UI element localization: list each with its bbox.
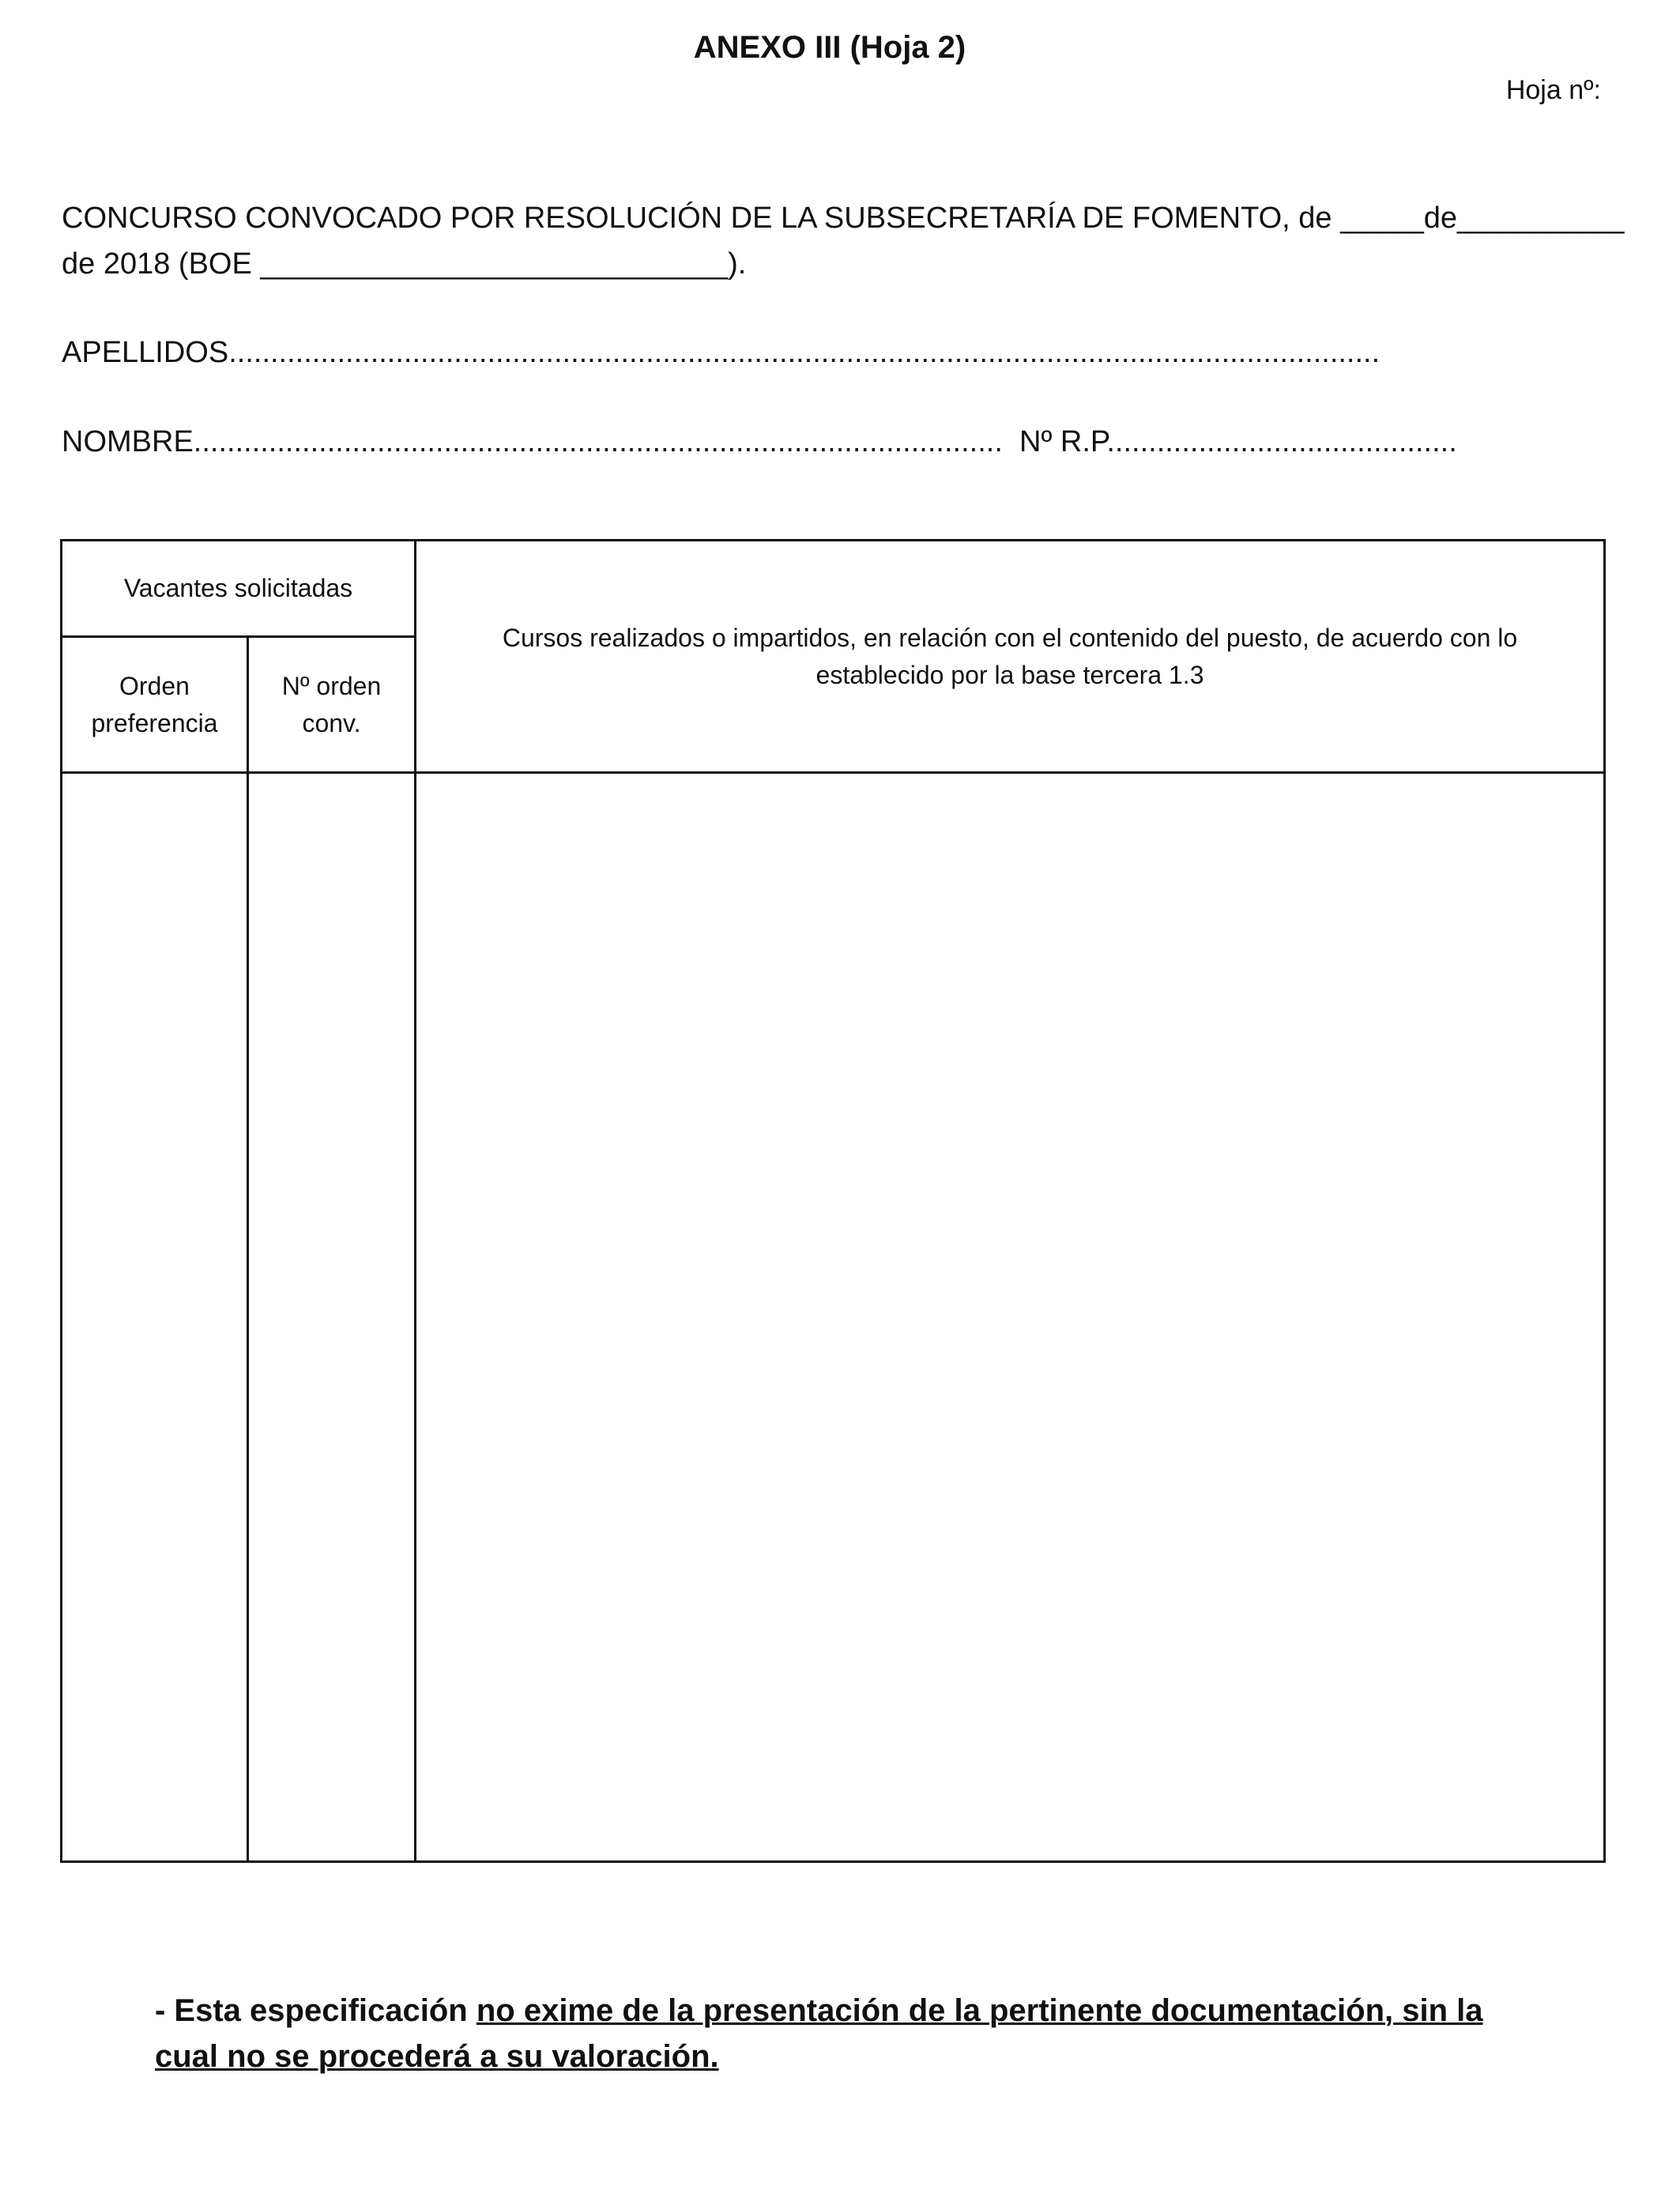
courses-cell[interactable]: [416, 773, 1605, 1862]
order-conv-cell[interactable]: [248, 773, 416, 1862]
order-conv-header: Nº orden conv.: [248, 637, 416, 773]
order-preference-header: Orden preferencia: [62, 637, 248, 773]
courses-table: [60, 539, 1606, 1863]
note-underlined: no exime de la presentación de la pertinente documentación, sin la cual no se procederá a su valoración.: [155, 1993, 1483, 2074]
order-preference-cell[interactable]: [62, 773, 248, 1862]
name-field[interactable]: NOMBRE.................................................................................................: [62, 425, 1003, 458]
rp-field[interactable]: Nº R.P..........................................: [1019, 425, 1457, 458]
document-title: ANEXO III (Hoja 2): [693, 30, 966, 65]
courses-header: Cursos realizados o impartidos, en relación con el contenido del puesto, de acuerdo con lo establecido por la base tercera 1.3: [416, 541, 1605, 773]
documentation-note: [155, 1988, 1530, 2079]
vacancies-header: Vacantes solicitadas: [62, 541, 416, 637]
resolution-line-1: CONCURSO CONVOCADO POR RESOLUCIÓN DE LA SUBSECRETARÍA DE FOMENTO, de _____de__________: [62, 202, 1625, 235]
name-row: [62, 425, 1457, 459]
surname-field[interactable]: APELLIDOS..........................................................................................................................................: [62, 336, 1381, 369]
note-prefix: - Esta especificación: [155, 1993, 477, 2028]
resolution-line-2: de 2018 (BOE ____________________________).: [62, 247, 747, 281]
sheet-number-label: Hoja nº:: [1505, 75, 1601, 105]
